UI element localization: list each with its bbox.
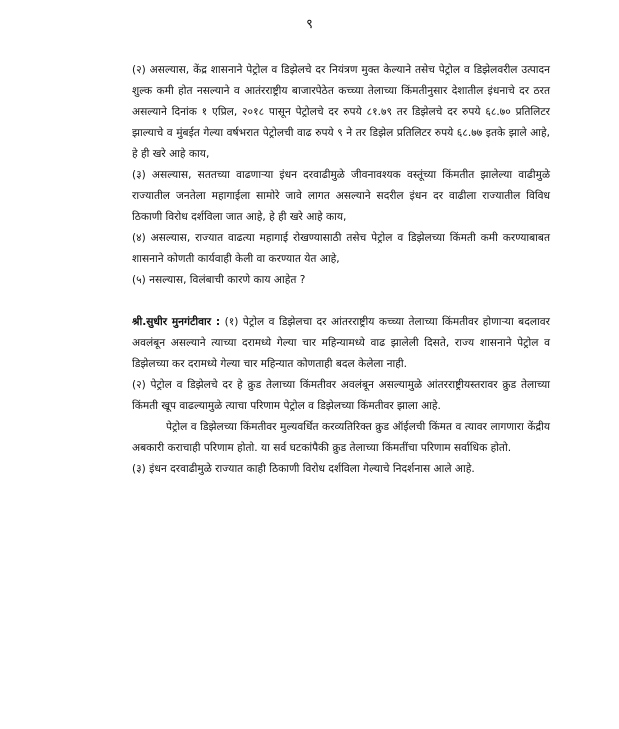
page-number: ९: [306, 17, 313, 32]
question-part-4: (४) असल्यास, राज्यात वाढत्या महागाई रोखण्यासाठी तसेच पेट्रोल व डिझेलच्या किंमती कमी करण्याबाबत शासनाने कोणती कार्यवाही केली वा करण्यात येत आहे,: [132, 232, 550, 265]
question-part-2: (२) असल्यास, केंद्र शासनाने पेट्रोल व डिझेलचे दर नियंत्रण मुक्त केल्याने तसेच पेट्रोल व डिझेलवरील उत्पादन शुल्क कमी होत नसल्याने व आतंरराष्ट्रीय बाजारपेठेत कच्च्या तेलाच्या किंमतीनुसार देशातील इंधनाचे दर ठरत असल्याने दिनांक १ एप्रिल, २०१८ पासून पेट्रोलचे दर रुपये ८१.७९ तर डिझेलचे दर रुपये ६८.७० प्रतिलिटर झाल्याचे व मुंबईत गेल्या वर्षभरात पेट्रोलची वाढ रुपये ९ ने तर डिझेल प्रतिलिटर रुपये ६८.७७ इतके झाले आहे, हे ही खरे आहे काय,: [132, 64, 550, 160]
spacer: [132, 291, 550, 312]
question-part-3: (३) असल्यास, सततच्या वाढणाऱ्या इंधन दरवाढीमुळे जीवनावश्यक वस्तूंच्या किंमतीत झालेल्या वाढीमुळे राज्यातील जनतेला महागाईला सामोरे जावे लागत असल्याने सदरील इंधन दर वाढीला राज्यातील विविध ठिकाणी विरोध दर्शविला जात आहे, हे ही खरे आहे काय,: [132, 169, 550, 223]
question-part-5: (५) नसल्यास, विलंबाची कारणे काय आहेत ?: [132, 274, 306, 286]
document-body: [132, 60, 550, 480]
answer-text-1: (१) पेट्रोल व डिझेलचा दर आंतरराष्ट्रीय कच्च्या तेलाच्या किंमतीवर होणाऱ्या बदलावर अवलंबून असल्याने त्याच्या दरामध्ये गेल्या चार महिन्यामध्ये वाढ झालेली दिसते, राज्य शासनाने पेट्रोल व डिझेलच्या कर दरामध्ये गेल्या चार महिन्यात कोणताही बदल केलेला नाही.: [132, 316, 550, 370]
answer-part-1: [132, 312, 550, 375]
answer-part-3: पेट्रोल व डिझेलच्या किंमतीवर मुल्यवर्धित करव्यतिरिक्त क्रुड ऑईलची किंमत व त्यावर लागणारा केंद्रीय अबकारी कराचाही परिणाम होतो. या सर्व घटकांपैकी क्रुड तेलाच्या किंमतींचा परिणाम सर्वाधिक होतो.: [132, 421, 550, 454]
answer-part-2: (२) पेट्रोल व डिझेलचे दर हे क्रुड तेलाच्या किंमतीवर अवलंबून असल्यामुळे आंतरराष्ट्रीयस्तरावर क्रुड तेलाच्या किंमती खूप वाढल्यामुळे त्याचा परिणाम पेट्रोल व डिझेलच्या किंमतीवर झाला आहे.: [132, 379, 550, 412]
answer-part-4: (३) इंधन दरवाढीमुळे राज्यात काही ठिकाणी विरोध दर्शविला गेल्याचे निदर्शनास आले आहे.: [132, 463, 475, 475]
answer-speaker: श्री.सुधीर मुनगंटीवार :: [132, 316, 221, 328]
